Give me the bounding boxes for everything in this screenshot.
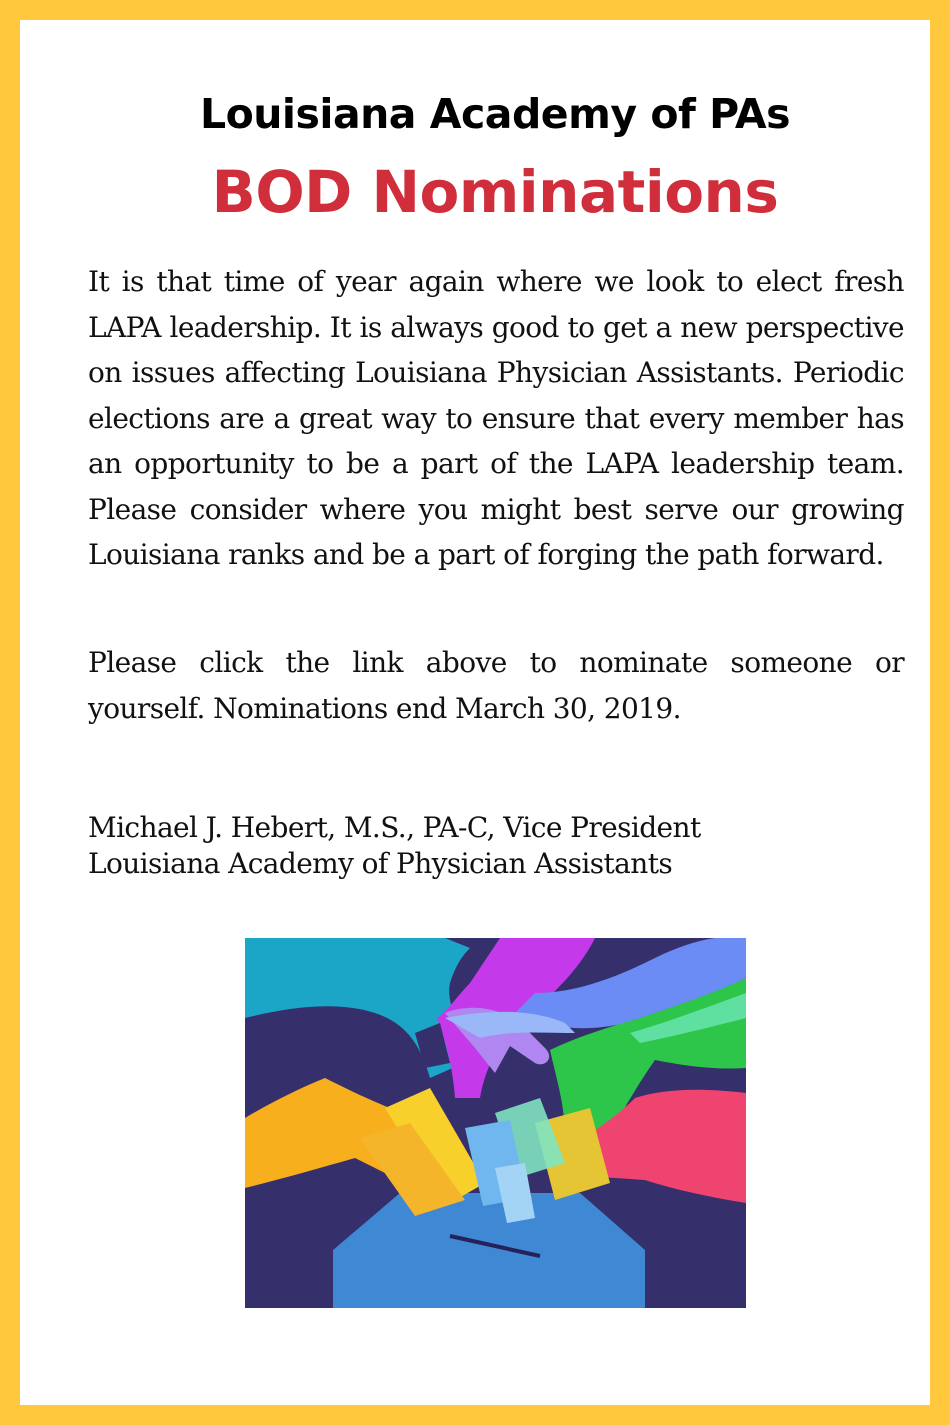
page-subtitle: BOD Nominations	[211, 158, 779, 226]
intro-paragraph: It is that time of year again where we look to elect fresh LAPA leadership. It is always good to get a new perspective on issues affecting Louisiana Physician Assistants. Periodic elections are a great way to ensure that every member has an opportunity to be a part of the LAPA leadership team. Please consider where you might best serve our growing Louisiana ranks and be a part of forging the path forward.	[88, 265, 904, 571]
signature-block	[88, 810, 904, 882]
nomination-paragraph: Please click the link above to nominate someone or yourself. Nominations end March 30, 2019.	[88, 646, 904, 725]
signature-organization: Louisiana Academy of Physician Assistants	[88, 847, 673, 880]
signature-name: Michael J. Hebert, M.S., PA-C, Vice President	[88, 811, 701, 844]
voting-hands-ballot-box-illustration	[245, 938, 746, 1308]
page-title: Louisiana Academy of PAs	[199, 90, 791, 138]
